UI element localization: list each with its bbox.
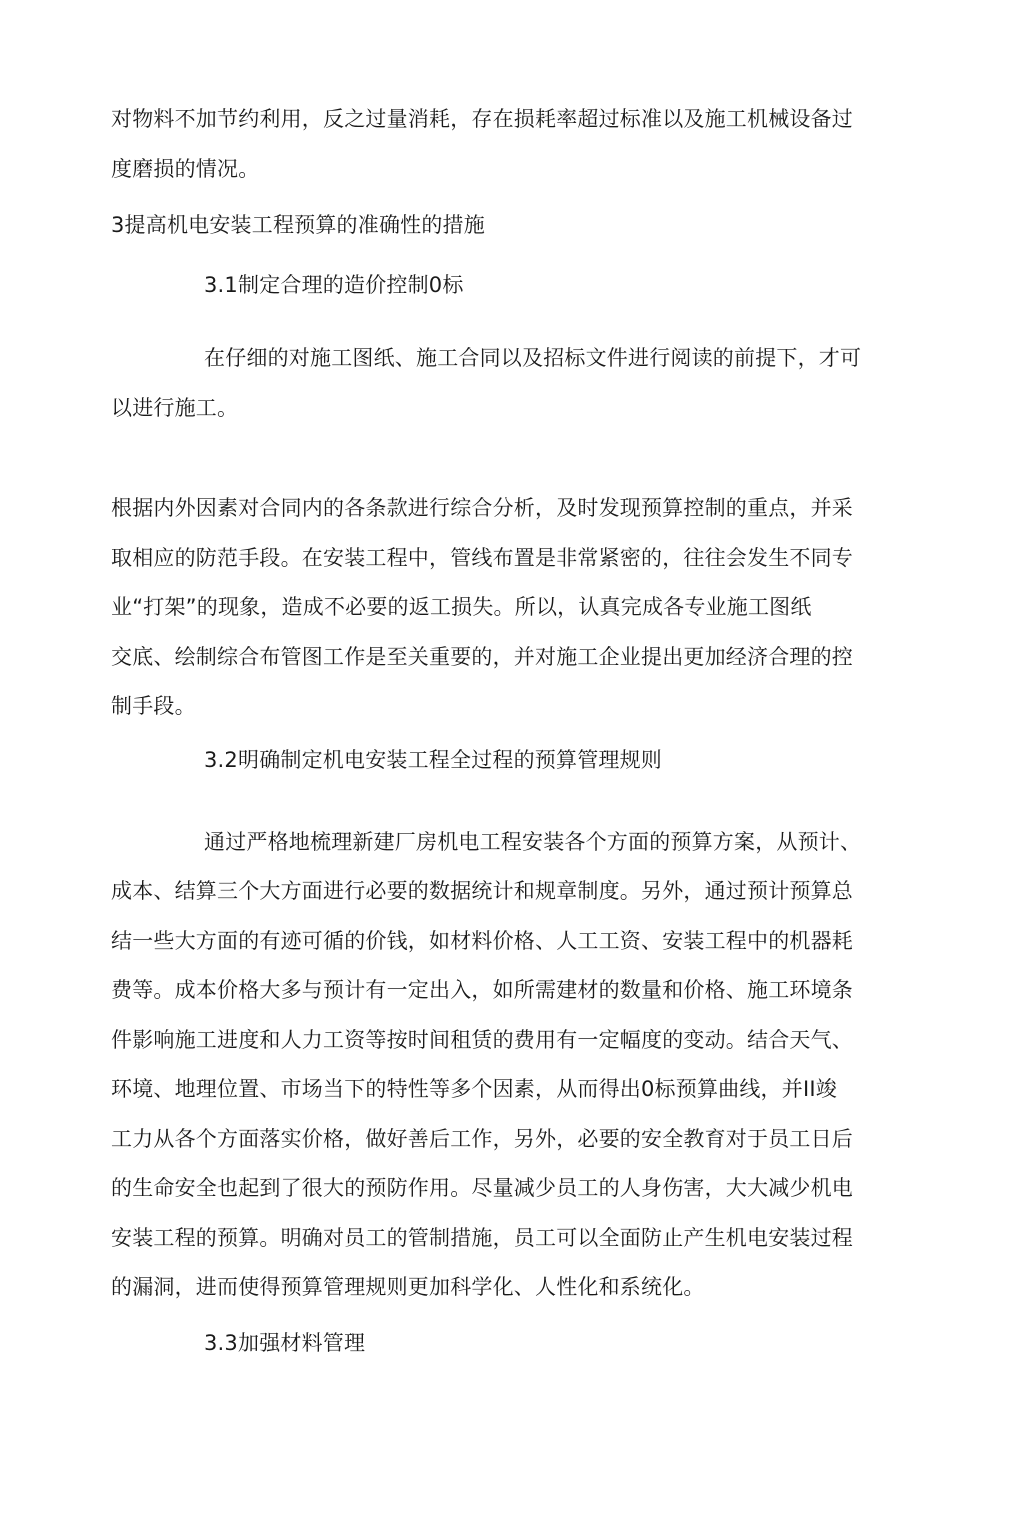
paragraph-line: 取相应的防范手段。在安装工程中，管线布置是非常紧密的，往往会发生不同专 [111, 546, 853, 570]
subsection-heading: 3.1制定合理的造价控制0标 [204, 273, 464, 297]
paragraph-line: 业“打架”的现象，造成不必要的返工损失。所以，认真完成各专业施工图纸 [111, 595, 812, 619]
paragraph-line: 的漏洞，进而使得预算管理规则更加科学化、人性化和系统化。 [111, 1275, 705, 1299]
paragraph-line: 制手段。 [111, 694, 196, 718]
paragraph-line: 对物料不加节约利用，反之过量消耗，存在损耗率超过标准以及施工机械设备过 [111, 107, 853, 131]
paragraph-line: 根据内外因素对合同内的各条款进行综合分析，及时发现预算控制的重点，并采 [111, 496, 853, 520]
paragraph-line: 的生命安全也起到了很大的预防作用。尽量减少员工的人身伤害，大大减少机电 [111, 1176, 853, 1200]
paragraph-line: 结一些大方面的有迹可循的价钱，如材料价格、人工工资、安装工程中的机器耗 [111, 929, 853, 953]
section-heading: 3提高机电安装工程预算的准确性的措施 [111, 213, 485, 237]
paragraph-line: 在仔细的对施工图纸、施工合同以及招标文件进行阅读的前提下，才可 [204, 346, 862, 370]
paragraph-line: 环境、地理位置、市场当下的特性等多个因素，从而得出0标预算曲线，并II竣 [111, 1077, 837, 1101]
paragraph-line: 安装工程的预算。明确对员工的管制措施，员工可以全面防止产生机电安装过程 [111, 1226, 853, 1250]
paragraph-line: 工力从各个方面落实价格，做好善后工作，另外，必要的安全教育对于员工日后 [111, 1127, 853, 1151]
paragraph-line: 费等。成本价格大多与预计有一定出入，如所需建材的数量和价格、施工环境条 [111, 978, 853, 1002]
paragraph-line: 通过严格地梳理新建厂房机电工程安装各个方面的预算方案，从预计、 [204, 830, 862, 854]
paragraph-line: 成本、结算三个大方面进行必要的数据统计和规章制度。另外，通过预计预算总 [111, 879, 853, 903]
subsection-heading: 3.2明确制定机电安装工程全过程的预算管理规则 [204, 748, 662, 772]
paragraph-line: 交底、绘制综合布管图工作是至关重要的，并对施工企业提出更加经济合理的控 [111, 645, 853, 669]
subsection-heading: 3.3加强材料管理 [204, 1331, 366, 1355]
paragraph-line: 度磨损的情况。 [111, 157, 260, 181]
paragraph-line: 以进行施工。 [111, 396, 239, 420]
paragraph-line: 件影响施工进度和人力工资等按时间租赁的费用有一定幅度的变动。结合天气、 [111, 1028, 853, 1052]
